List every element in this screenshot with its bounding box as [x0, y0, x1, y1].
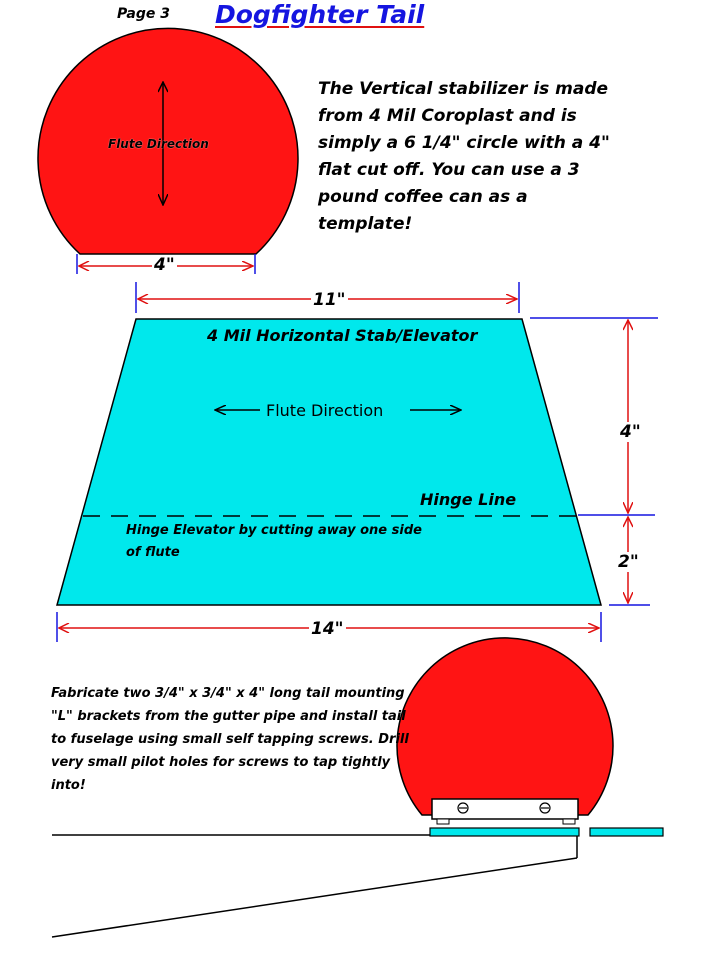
vertical-stab-description: The Vertical stabilizer is made from 4 Mil Coroplast and is simply a 6 1/4" circle with a 4" flat cut off. You can use a 3 pound coffee can as a template!: [318, 79, 610, 234]
dim-label-14: 14": [311, 619, 344, 639]
fuselage-bottom-line: [52, 858, 577, 937]
mounting-description: Fabricate two 3/4" x 3/4" x 4" long tail mounting "L" brackets from the gutter pipe and install tail to fuselage using small self tapping screws. Drill very small pilot holes for screws to tap tightly into!: [51, 686, 409, 793]
dim-label-11: 11": [313, 290, 346, 310]
flute-direction-label-vertical: Flute Direction: [108, 137, 209, 151]
page-title: Dogfighter Tail: [215, 0, 425, 29]
l-bracket: [432, 799, 578, 819]
hinge-note: Hinge Elevator by cutting away one side of flute: [126, 523, 422, 560]
horizontal-stab-label: 4 Mil Horizontal Stab/Elevator: [207, 326, 478, 345]
page-label: Page 3: [117, 6, 170, 22]
horizontal-stab-side-left: [430, 828, 579, 836]
dim-label-4-right: 4": [620, 422, 641, 442]
dim-label-4-top: 4": [154, 255, 175, 275]
hinge-line-label: Hinge Line: [420, 490, 517, 509]
mounted-vertical-stabilizer: [397, 638, 613, 815]
horizontal-stab-side-right: [590, 828, 663, 836]
flute-direction-label-horizontal: Flute Direction: [266, 401, 384, 420]
dim-label-2-right: 2": [618, 552, 639, 572]
